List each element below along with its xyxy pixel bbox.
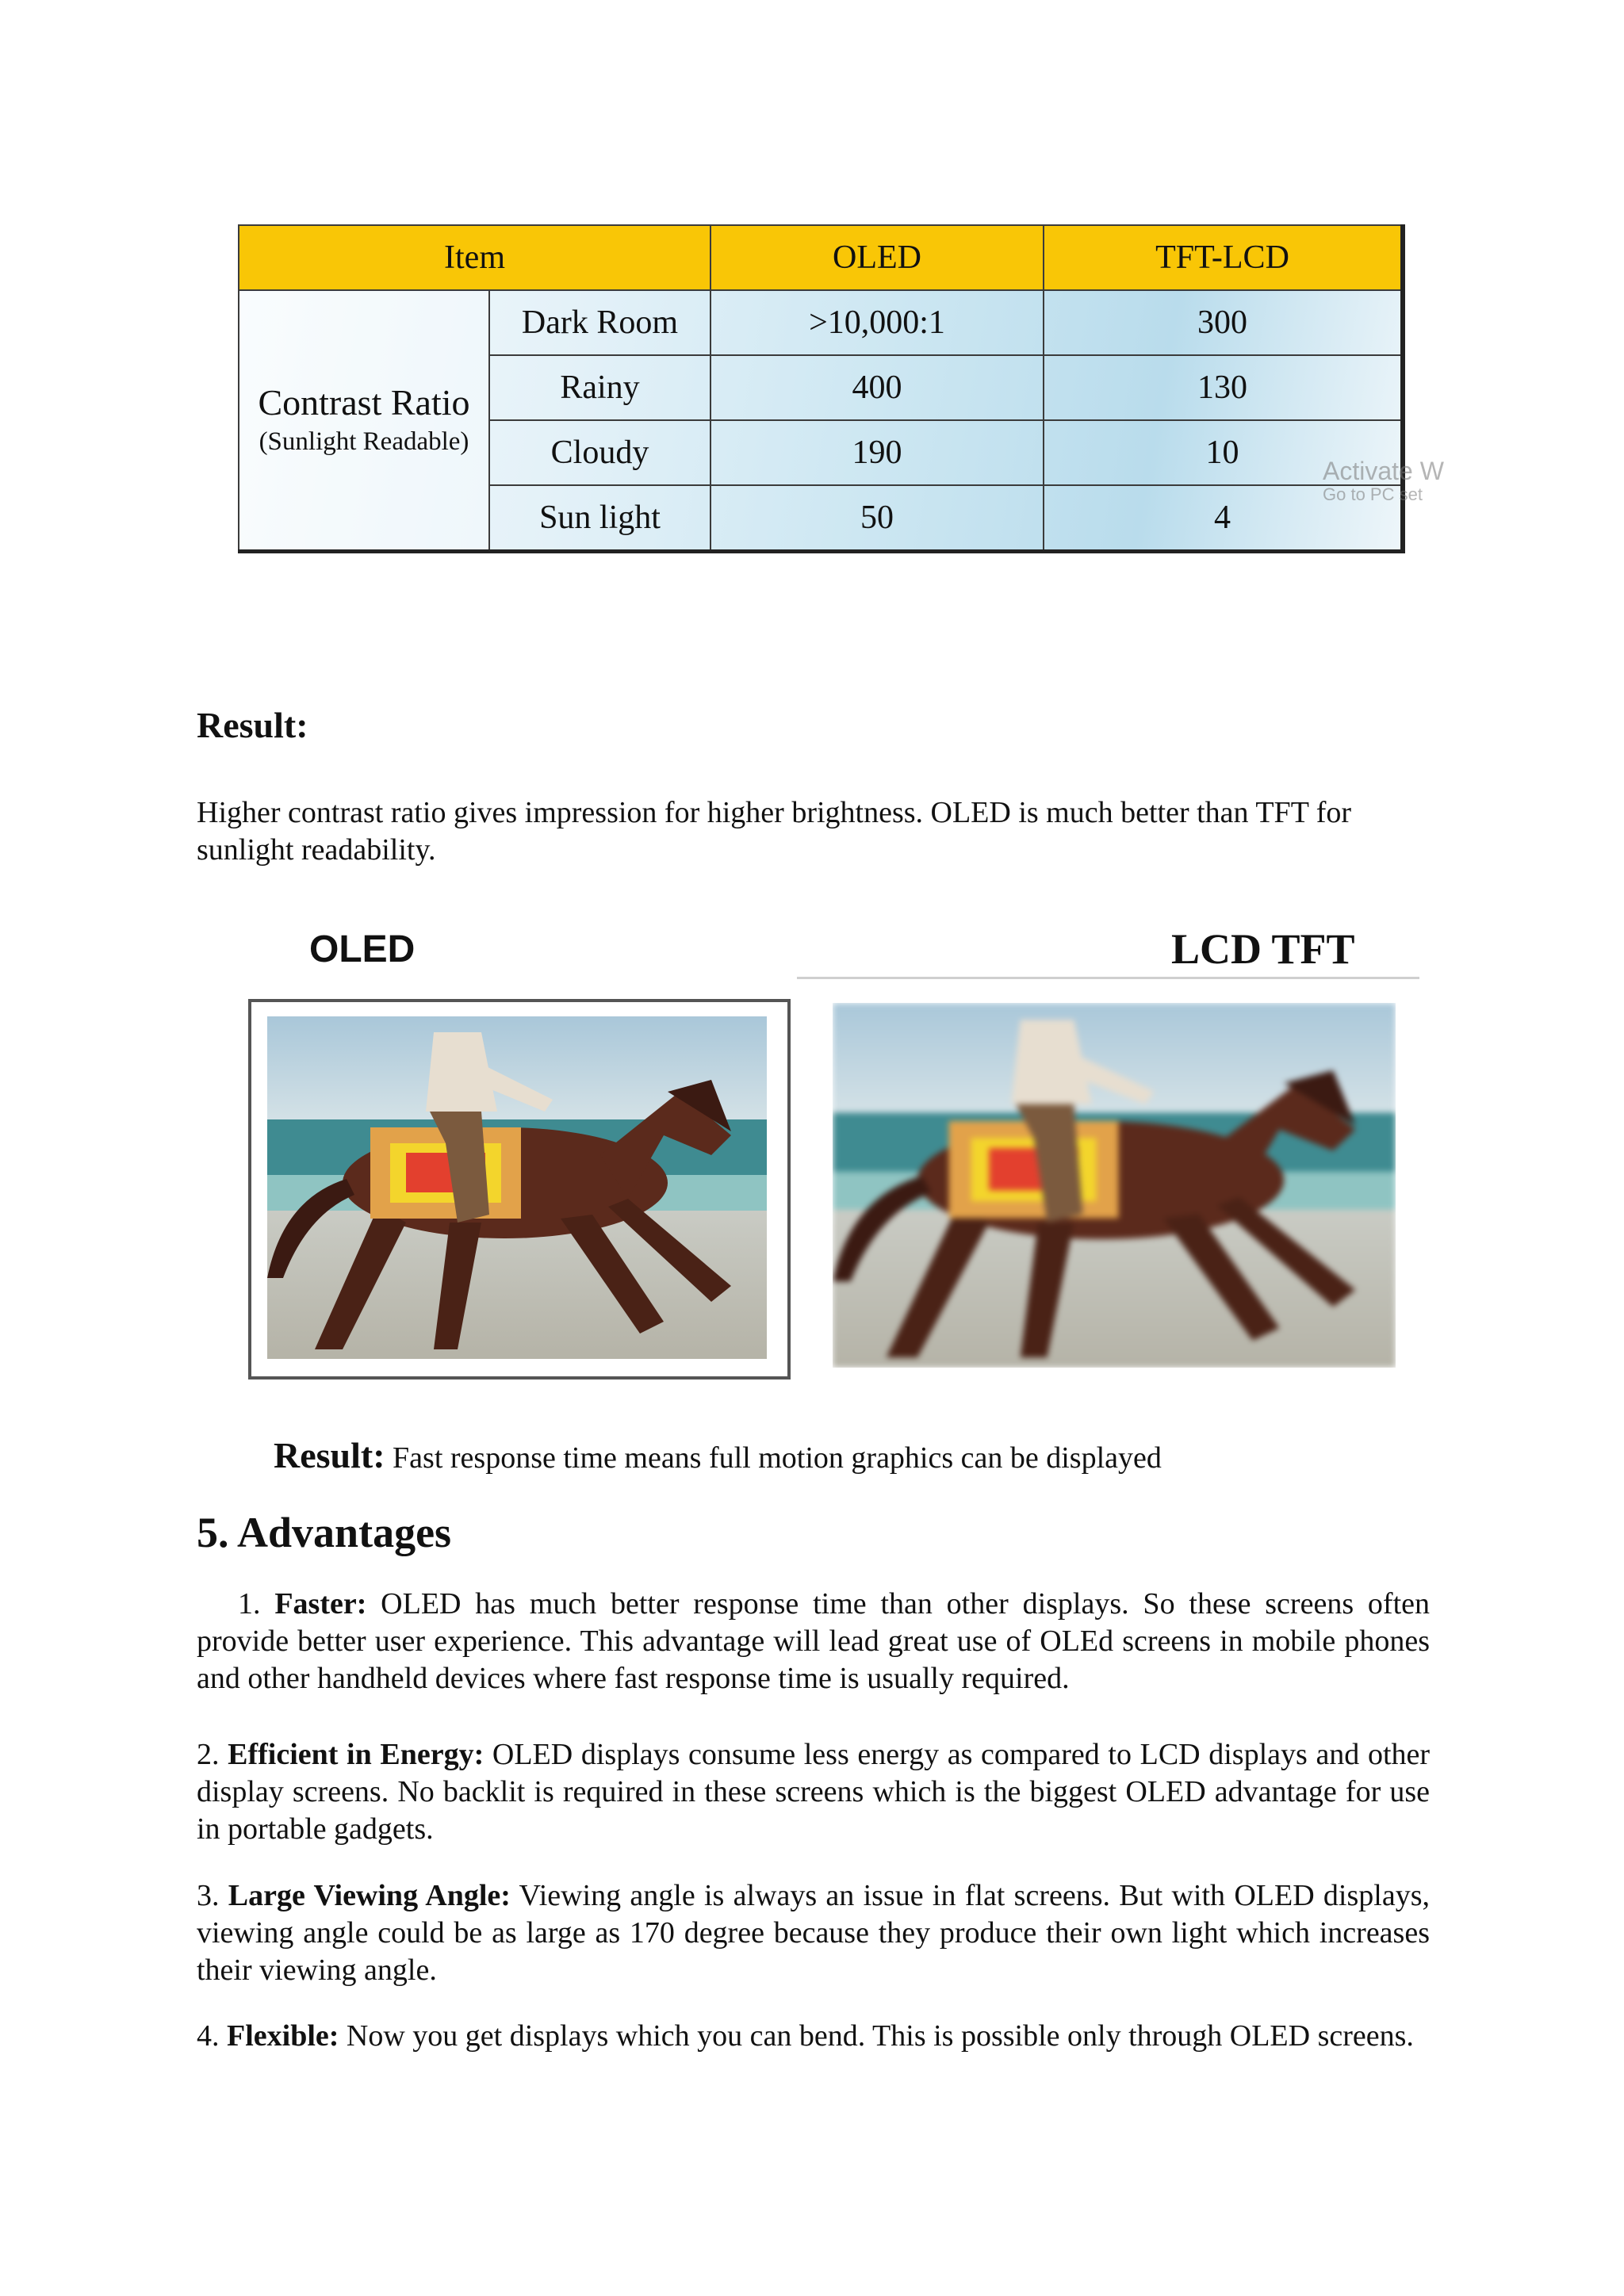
lcd-horse-photo [833,1003,1396,1368]
advantage-number: 1. [238,1587,261,1621]
advantage-title: Flexible: [227,2019,339,2053]
result-2-line [274,1437,1400,1477]
contrast-ratio-table [238,224,1405,553]
oled-value-cell: 400 [710,355,1044,420]
result-heading: Result: [197,705,308,745]
header-oled: OLED [710,225,1044,290]
contrast-ratio-sublabel: (Sunlight Readable) [259,427,469,456]
section-title: 5. Advantages [197,1509,452,1556]
tft-value-cell: 10 [1044,420,1403,485]
advantage-item [197,1586,1430,1697]
condition-cell: Rainy [489,355,710,420]
tft-value-cell: 130 [1044,355,1403,420]
condition-cell: Cloudy [489,420,710,485]
advantage-title: Efficient in Energy: [228,1738,485,1771]
advantage-item [197,2018,1430,2055]
lcd-tft-label: LCD TFT [1171,925,1355,973]
advantage-number: 2. [197,1738,220,1771]
advantage-title: Faster: [274,1587,367,1621]
advantage-text: Viewing angle is always an issue in flat screens. But with OLED displays, viewing angle could be as large as 170 degree because they produce their own light which increases their viewing angle. [197,1879,1430,1987]
advantage-text: OLED displays consume less energy as compared to LCD displays and other display screens. No backlit is required in these screens which is the biggest OLED advantage for use in portable gadgets. [197,1738,1431,1846]
header-tft-lcd: TFT-LCD [1044,225,1403,290]
advantage-text: Now you get displays which you can bend. This is possible only through OLED screens. [346,2019,1414,2053]
advantage-item [197,1736,1430,1848]
advantage-text: OLED has much better response time than other displays. So these screens often provide better user experience. This advantage will lead great use of OLEd screens in mobile phones and other handheld devices where fast response time is usually required. [197,1587,1430,1695]
oled-horse-photo [267,1016,767,1359]
horse-rider-image [267,1016,767,1359]
oled-value-cell: 50 [710,485,1044,552]
figure-divider [797,977,1419,979]
table-header-row [239,225,1403,290]
watermark-line-2: Go to PC set [1323,484,1423,504]
advantage-number: 4. [197,2019,220,2053]
oled-value-cell: >10,000:1 [710,290,1044,355]
watermark-line-1: Activate W [1323,457,1444,485]
tft-value-cell: 4 [1044,485,1403,552]
oled-label: OLED [309,928,416,970]
tft-value-cell: 300 [1044,290,1403,355]
activation-watermark [1323,458,1444,503]
contrast-ratio-label-cell [239,290,489,552]
result-2-text: Fast response time means full motion graphics can be displayed [393,1441,1162,1475]
contrast-ratio-label: Contrast Ratio [258,382,470,423]
advantage-number: 3. [197,1879,220,1912]
advantage-title: Large Viewing Angle: [228,1879,511,1912]
result-2-heading: Result: [274,1435,385,1475]
header-item: Item [239,225,710,290]
condition-cell: Sun light [489,485,710,552]
result-paragraph: Higher contrast ratio gives impression for higher brightness. OLED is much better than TFT for sunlight readability. [197,796,1352,867]
oled-vs-lcd-figure [242,920,1447,1387]
advantage-item [197,1877,1430,1989]
blurred-horse-rider-image [833,1003,1396,1368]
condition-cell: Dark Room [489,290,710,355]
oled-value-cell: 190 [710,420,1044,485]
table-row [239,290,1403,355]
